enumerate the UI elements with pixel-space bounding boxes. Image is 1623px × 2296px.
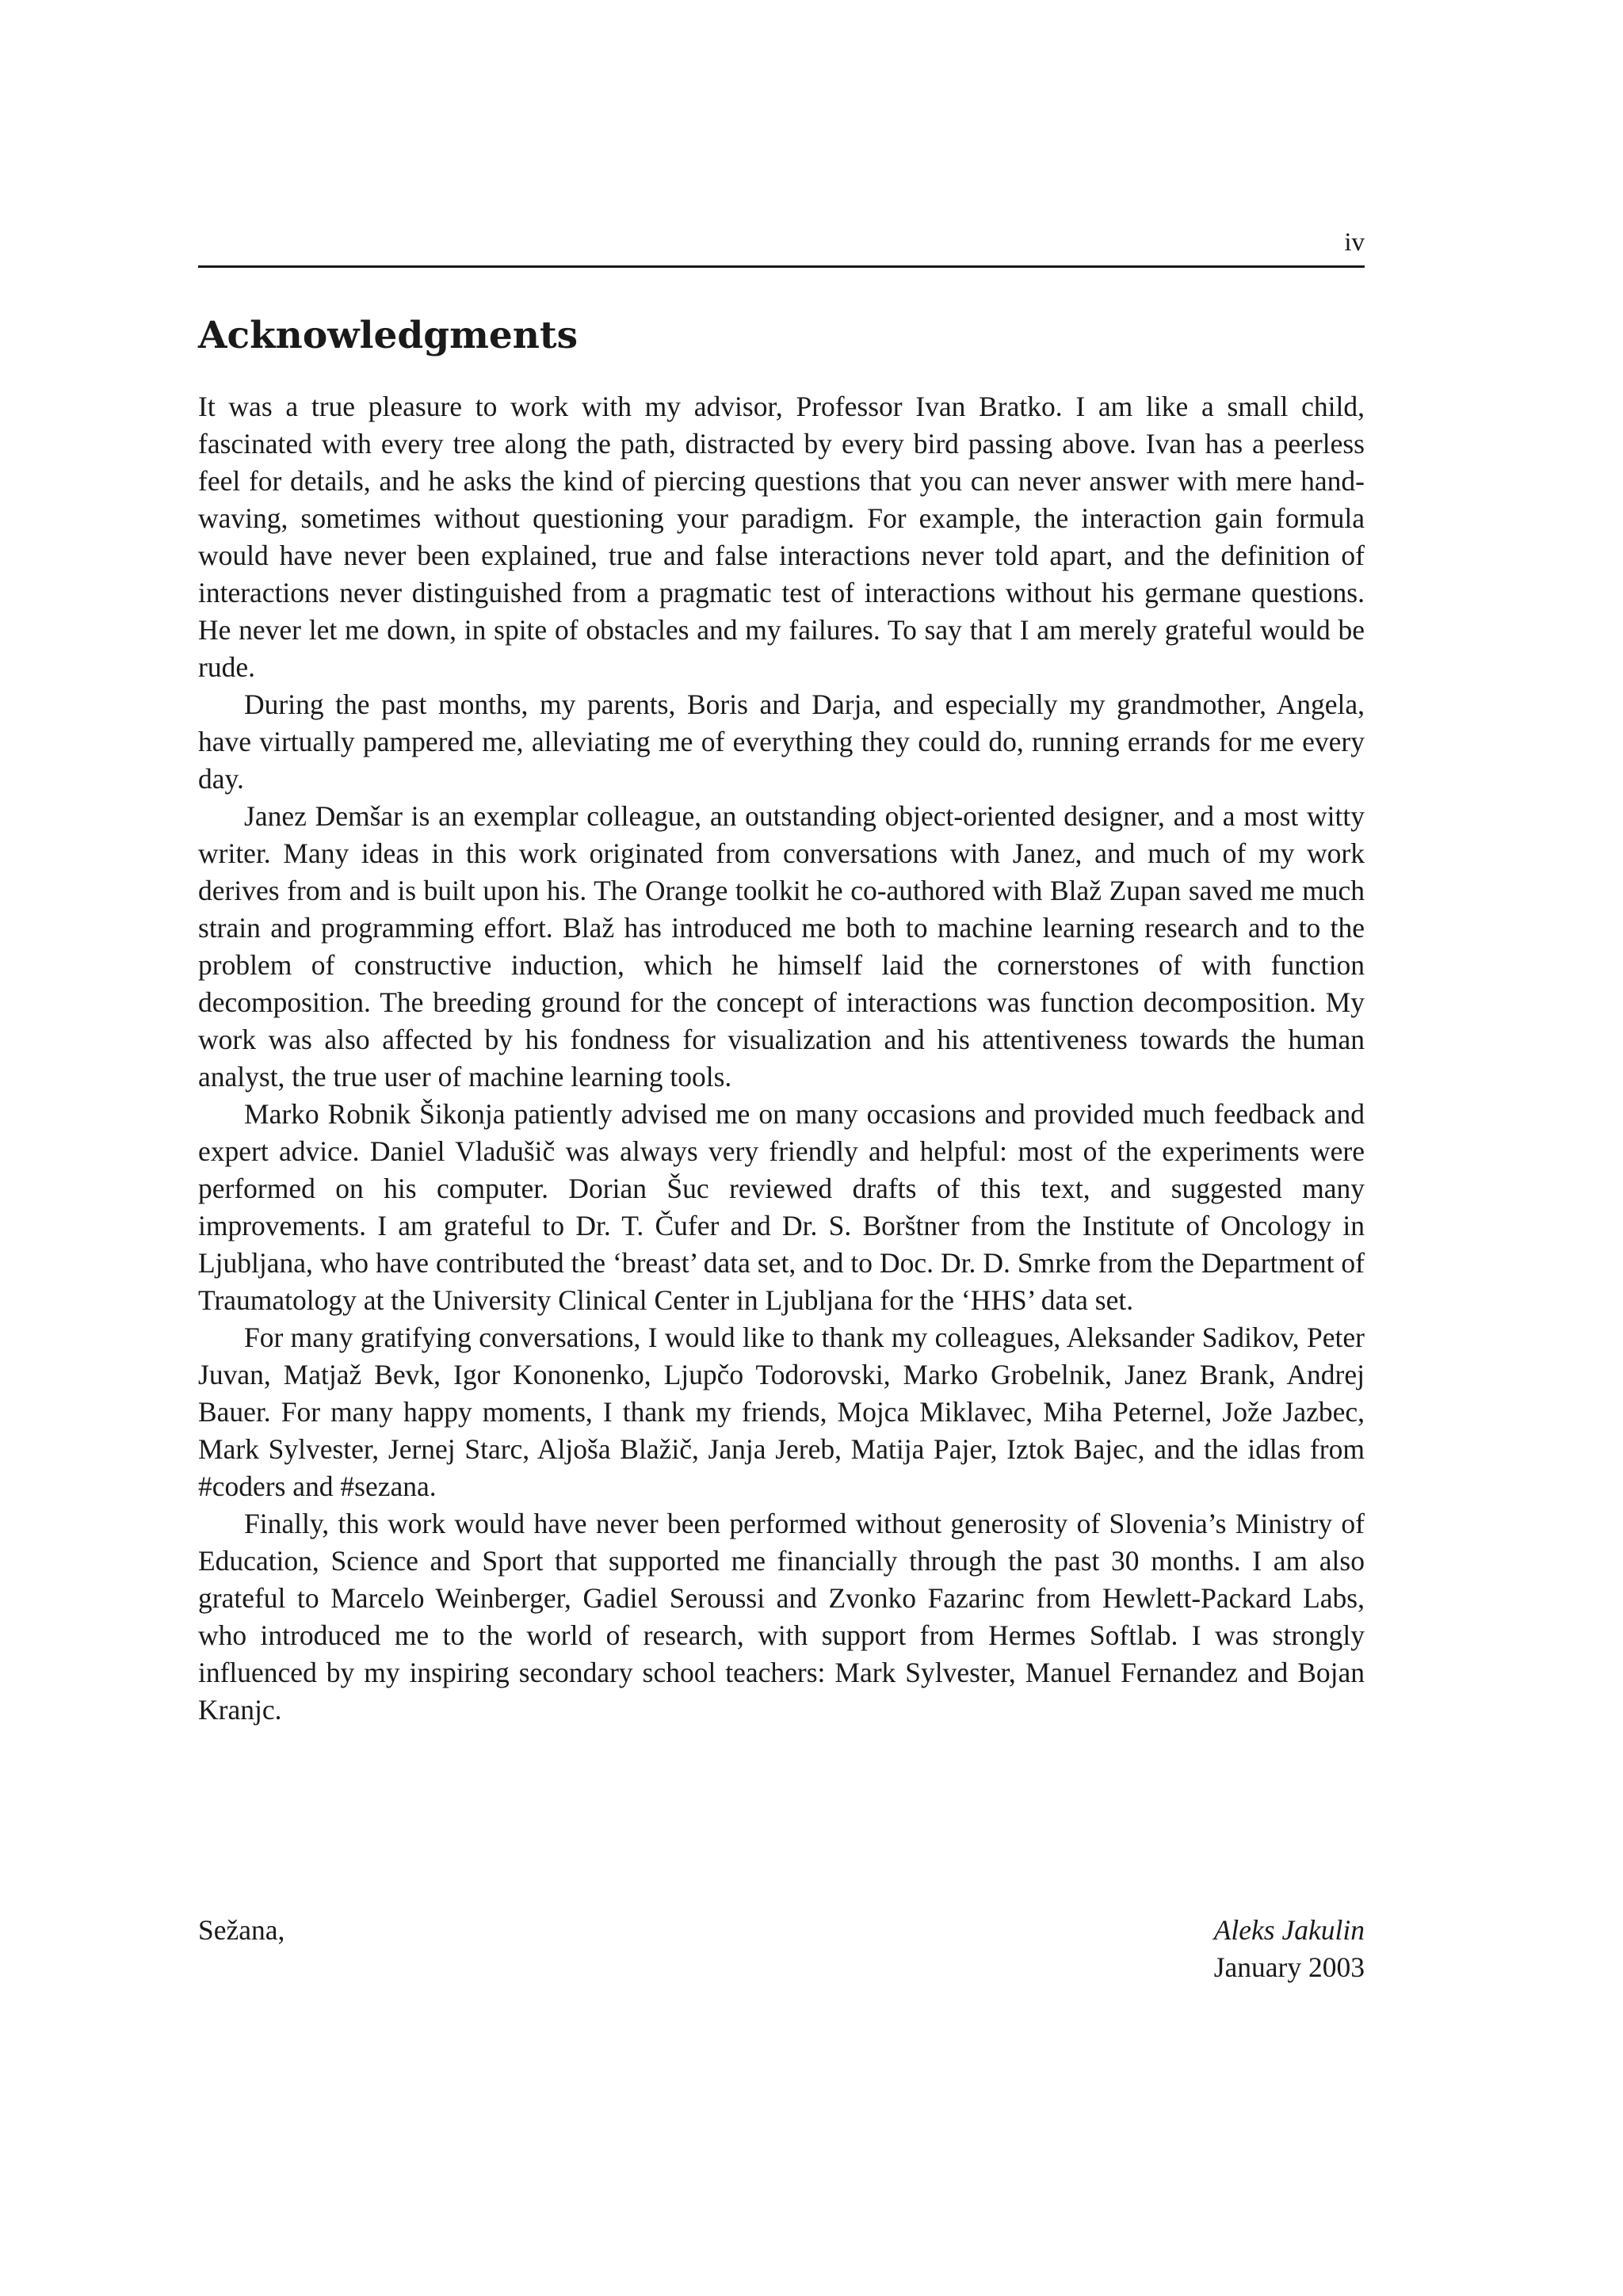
signature-block [1214, 1912, 1365, 1986]
header-rule [198, 265, 1365, 268]
acknowledgments-body [198, 388, 1365, 1729]
signature-author: Aleks Jakulin [1213, 1914, 1365, 1946]
section-title: Acknowledgments [198, 314, 579, 357]
paragraph-advisor: It was a true pleasure to work with my advisor, Professor Ivan Bratko. I am like a small child, fascinated with every tree along the path, distracted by every bird passing above. Ivan has a peerless feel for details, and he asks the kind of piercing questions that you can never answer with mere hand-waving, sometimes without questioning your paradigm. For example, the interaction gain formula would have never been explained, true and false interactions never told apart, and the definition of interactions never distinguished from a pragmatic test of interactions without his germane questions. He never let me down, in spite of obstacles and my failures. To say that I am merely grateful would be rude. [198, 391, 1365, 683]
paragraph-advice-data: Marko Robnik Šikonja patiently advised me on many occasions and provided much feedback and expert advice. Daniel Vladušič was always very friendly and helpful: most of the experiments were performed on his computer. Dorian Šuc reviewed drafts of this text, and suggested many improvements. I am grateful to Dr. T. Čufer and Dr. S. Borštner from the Institute of Oncology in Ljubljana, who have contributed the ‘breast’ data set, and to Doc. Dr. D. Smrke from the Department of Traumatology at the University Clinical Center in Ljubljana for the ‘HHS’ data set. [198, 1098, 1365, 1316]
paragraph-friends: For many gratifying conversations, I would like to thank my colleagues, Aleksander Sadikov, Peter Juvan, Matjaž Bevk, Igor Kononenko, Ljupčo Todorovski, Marko Grobelnik, Janez Brank, Andrej Bauer. For many happy moments, I thank my friends, Mojca Miklavec, Miha Peternel, Jože Jazbec, Mark Sylvester, Jernej Starc, Aljoša Blažič, Janja Jereb, Matija Pajer, Iztok Bajec, and the idlas from #coders and #sezana. [198, 1322, 1365, 1502]
paragraph-funding: Finally, this work would have never been performed without generosity of Slovenia’s Ministry of Education, Science and Sport that supported me financially through the past 30 months. I am also grateful to Marcelo Weinberger, Gadiel Seroussi and Zvonko Fazarinc from Hewlett-Packard Labs, who introduced me to the world of research, with support from Hermes Softlab. I was strongly influenced by my inspiring secondary school teachers: Mark Sylvester, Manuel Fernandez and Bojan Kranjc. [198, 1508, 1365, 1726]
paragraph-colleagues-orange: Janez Demšar is an exemplar colleague, an outstanding object-oriented designer, and a most witty writer. Many ideas in this work originated from conversations with Janez, and much of my work derives from and is built upon his. The Orange toolkit he co-authored with Blaž Zupan saved me much strain and programming effort. Blaž has introduced me both to machine learning research and to the problem of constructive induction, which he himself laid the cornerstones of with function decomposition. The breeding ground for the concept of interactions was function decomposition. My work was also affected by his fondness for visualization and his attentiveness towards the human analyst, the true user of machine learning tools. [198, 800, 1365, 1093]
paragraph-family: During the past months, my parents, Boris and Darja, and especially my grandmother, Angela, have virtually pampered me, alleviating me of everything they could do, running errands for me every day. [198, 688, 1365, 795]
page-number: iv [1344, 228, 1365, 257]
signature-date: January 2003 [1213, 1951, 1365, 1983]
signature-place: Sežana, [198, 1914, 285, 1946]
